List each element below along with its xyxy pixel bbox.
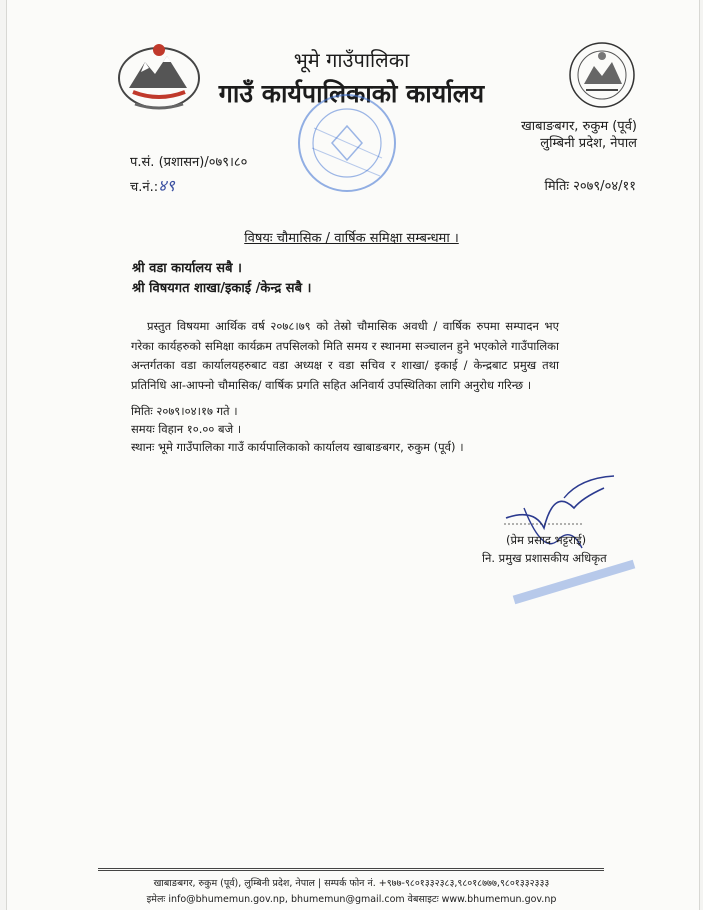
- footer-divider: [98, 868, 604, 869]
- letter-body: प्रस्तुत विषयमा आर्थिक वर्ष २०७८।७९ को तेस्रो चौमासिक अवधी / वार्षिक रुपमा सम्पादन भए गरेका कार्यहरुको समिक्षा कार्यक्रम तपसिलको मिति समय र स्थानमा सञ्चालन हुने भएकोले गाउँपालिका अन्तर्गतका वडा कार्यालयहरुबाट वडा अध्यक्ष र वडा सचिव र शाखा/ इकाई / केन्द्रबाट प्रमुख तथा प्रतिनिधि आ-आफ्नो चौमासिक/ वार्षिक प्रगति सहित अनिवार्य उपस्थितिका लागि अनुरोध गरिन्छ ।: [131, 319, 559, 392]
- reference-number: प.सं. (प्रशासन)/०७९।८०: [130, 155, 248, 170]
- recipient-2: श्री विषयगत शाखा/इकाई /केन्द्र सबै ।: [132, 281, 312, 296]
- detail-date: मितिः २०७९।०४।१७ गते ।: [131, 404, 238, 418]
- footer-divider-2: [98, 870, 604, 871]
- signer-title: नि. प्रमुख प्रशासकीय अधिकृत: [482, 551, 607, 565]
- dispatch-label: च.नं.:: [130, 180, 159, 195]
- dispatch-number-handwritten: ४९: [158, 176, 175, 195]
- address-line-2: लुम्बिनी प्रदेश, नेपाल: [540, 136, 637, 151]
- address-line-1: खाबाङबगर, रुकुम (पूर्व): [521, 119, 637, 134]
- municipality-name: भूमे गाउँपालिका: [293, 48, 410, 72]
- footer-email: इमेलः info@bhumemun.gov.np, bhumemun@gmail.com वेबसाइटः www.bhumemun.gov.np: [146, 894, 557, 905]
- office-name: गाउँ कार्यपालिकाको कार्यालय: [218, 79, 485, 108]
- subject-line: [0, 228, 703, 246]
- office-stamp-icon: [292, 88, 402, 198]
- recipient-1: श्री वडा कार्यालय सबै ।: [132, 261, 242, 276]
- detail-venue: स्थानः भूमे गाउँपालिका गाउँ कार्यपालिकाको कार्यालय खाबाङबगर, रुकुम (पूर्व) ।: [131, 440, 464, 454]
- subject-text: विषयः चौमासिक / वार्षिक समिक्षा सम्बन्धमा ।: [244, 231, 459, 246]
- detail-time: समयः विहान १०.०० बजे ।: [131, 422, 242, 436]
- letter-date: मितिः २०७९/०४/११: [544, 179, 636, 194]
- dispatch-number: [130, 174, 175, 196]
- signer-name: (प्रेम प्रसाद भट्टराई): [506, 533, 587, 547]
- footer-contact: खाबाङबगर, रुकुम (पूर्व), लुम्बिनी प्रदेश, नेपाल | सम्पर्क फोन नं. +९७७-९८०१३३२३८३,९८०१८७७७,९८०१३३२३३३: [153, 878, 550, 889]
